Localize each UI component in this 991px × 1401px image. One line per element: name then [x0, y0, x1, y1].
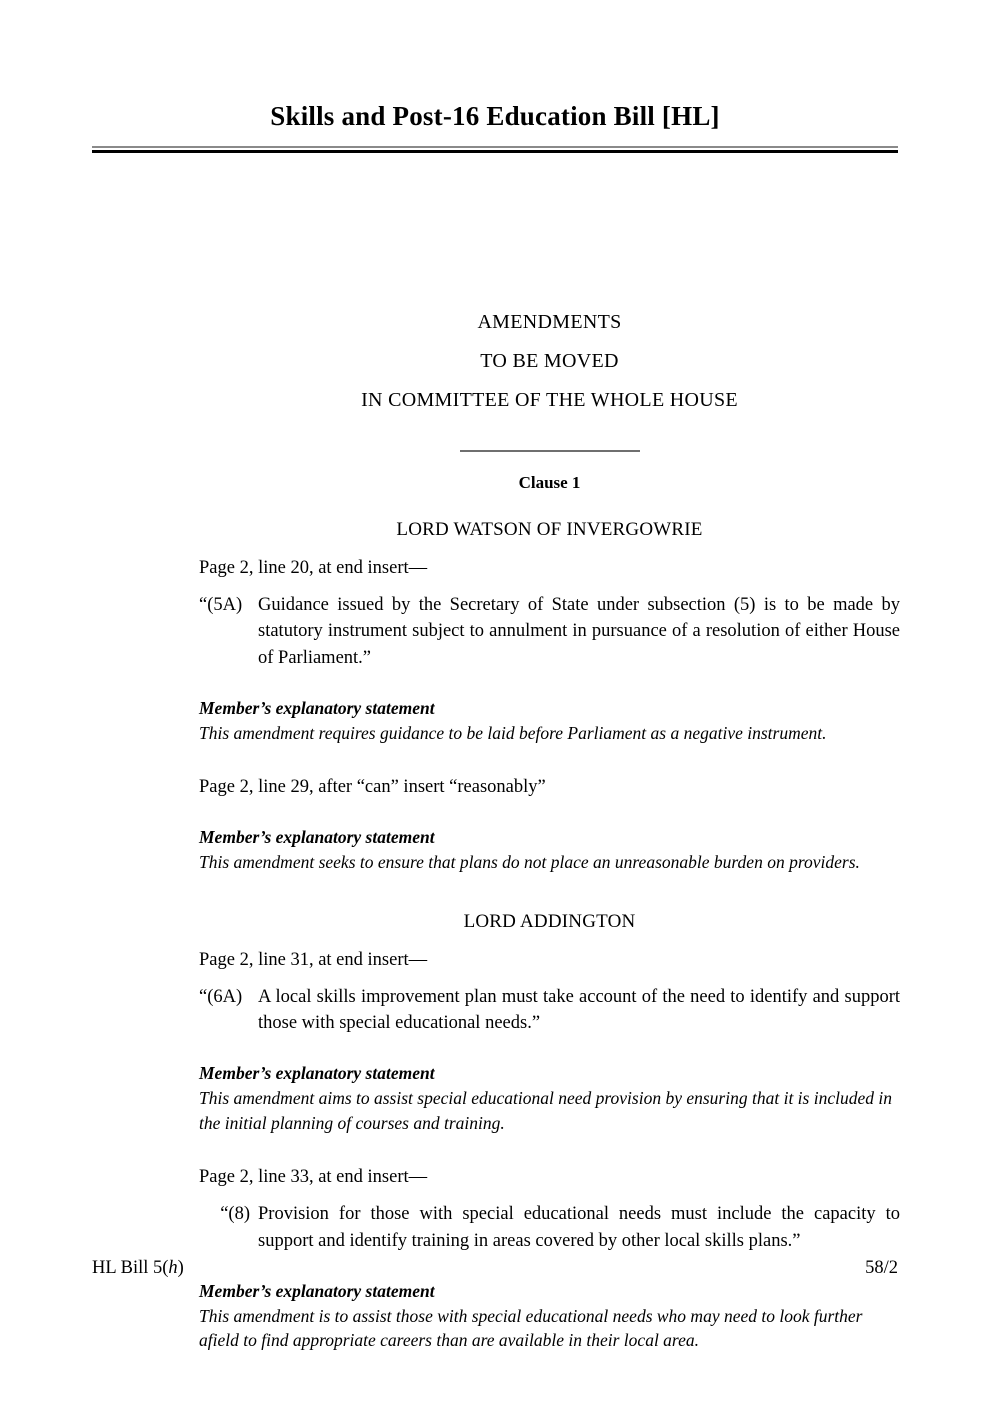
- amendment-text: Provision for those with special educational needs must include the capacity to support and identify training in areas covered by other local skills plans.”: [258, 1204, 900, 1251]
- amendment-marker: “(6A): [199, 986, 243, 1007]
- explanatory-statement-title: Member’s explanatory statement: [199, 1063, 435, 1084]
- heading-divider-wrap: [199, 442, 900, 460]
- title-rule-thin: [92, 146, 898, 148]
- title-double-rule: [92, 146, 898, 152]
- explanatory-statement: [199, 826, 900, 874]
- explanatory-statement-text: This amendment aims to assist special educational need provision by ensuring that it is included in the initial planning of courses and training.: [199, 1087, 892, 1133]
- explanatory-statement: [199, 1062, 900, 1135]
- amendments-body: [199, 473, 900, 1353]
- explanatory-statement-text: This amendment is to assist those with special educational needs who may need to look further afield to find appropriate careers than are available in their local area.: [199, 1305, 863, 1351]
- member-name-watson: LORD WATSON OF INVERGOWRIE: [396, 519, 703, 541]
- title-block: [92, 100, 898, 152]
- explanatory-statement-title: Member’s explanatory statement: [199, 827, 435, 848]
- member-name-addington: LORD ADDINGTON: [463, 910, 636, 932]
- explanatory-statement-title: Member’s explanatory statement: [199, 1280, 435, 1301]
- explanatory-statement-title: Member’s explanatory statement: [199, 697, 435, 718]
- title-rule-thick: [92, 150, 898, 153]
- amendment-text-block: [199, 592, 900, 671]
- page-title: Skills and Post-16 Education Bill [HL]: [270, 101, 720, 131]
- amendment-page-line: Page 2, line 33, at end insert—: [199, 1167, 428, 1188]
- amendment-page-line: Page 2, line 31, at end insert—: [199, 949, 428, 970]
- bill-reference-suffix: ): [177, 1258, 184, 1278]
- heading-in-committee: IN COMMITTEE OF THE WHOLE HOUSE: [361, 389, 738, 411]
- clause-heading: Clause 1: [518, 473, 581, 492]
- page-footer: [92, 1258, 898, 1279]
- amendment-page-line: Page 2, line 29, after “can” insert “reasonably”: [199, 777, 546, 798]
- spacer: [199, 1135, 900, 1165]
- heading-to-be-moved: TO BE MOVED: [480, 350, 619, 372]
- heading-amendments: AMENDMENTS: [477, 311, 622, 333]
- amendment-text: A local skills improvement plan must take account of the need to identify and support those with special educational needs.”: [258, 986, 900, 1033]
- amendment-text-block: [199, 1201, 900, 1254]
- amendment-text: Guidance issued by the Secretary of State under subsection (5) is to be made by statutory instrument subject to annulment in pursuance of a resolution of either House of Parliament.”: [258, 595, 900, 668]
- bill-reference: [92, 1258, 184, 1279]
- spacer: [199, 745, 900, 775]
- amendment-page-line: Page 2, line 20, at end insert—: [199, 558, 428, 579]
- bill-reference-prefix: HL Bill 5(: [92, 1258, 169, 1278]
- explanatory-statement: [199, 1280, 900, 1353]
- amendment-marker: “(5A): [199, 595, 243, 616]
- page-number: 58/2: [865, 1258, 898, 1278]
- amendment-text-block: [199, 984, 900, 1037]
- section-divider-rule: [460, 450, 640, 452]
- heading-block: [199, 303, 900, 460]
- explanatory-statement-text: This amendment seeks to ensure that plans do not place an unreasonable burden on providers.: [199, 852, 860, 873]
- bill-reference-letter: h: [168, 1258, 178, 1278]
- amendment-marker: “(8): [220, 1204, 250, 1225]
- explanatory-statement: [199, 697, 900, 745]
- explanatory-statement-text: This amendment requires guidance to be laid before Parliament as a negative instrument.: [199, 722, 827, 743]
